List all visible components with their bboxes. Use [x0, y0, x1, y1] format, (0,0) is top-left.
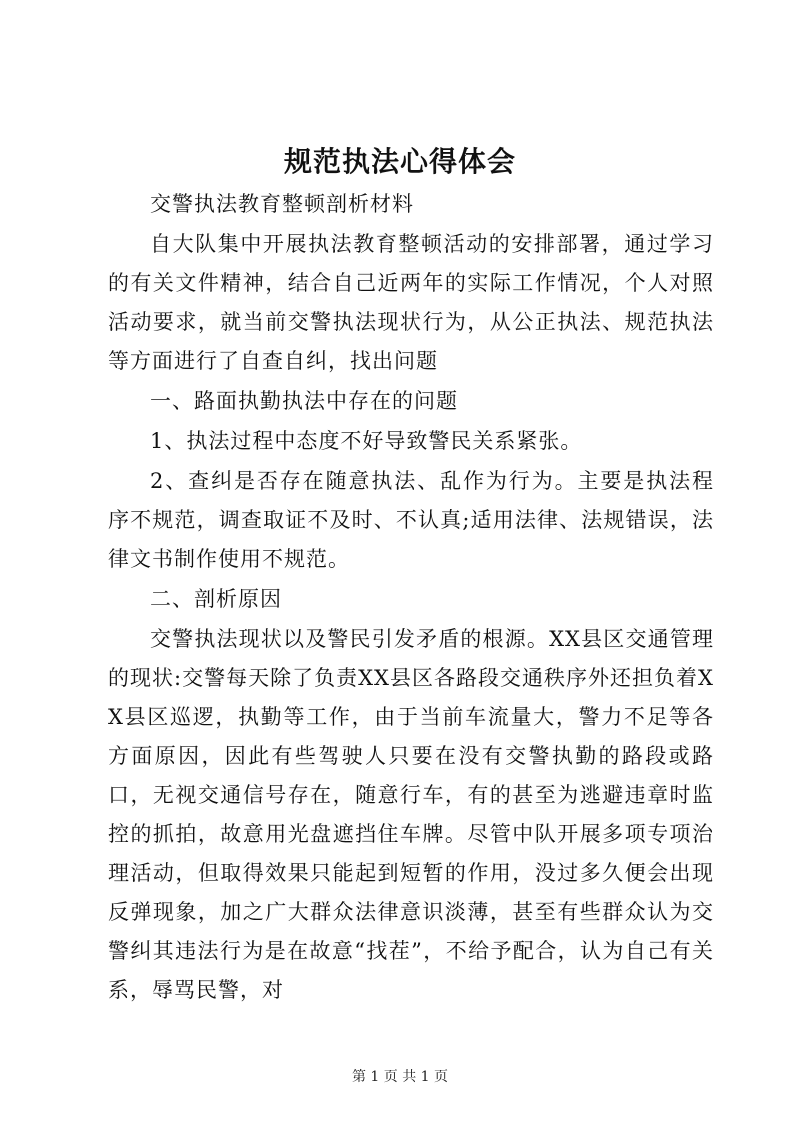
paragraph-subtitle: 交警执法教育整顿剖析材料: [150, 192, 414, 216]
paragraph-item-1: 1、执法过程中态度不好导致警民关系紧张。: [150, 429, 583, 453]
section-heading-problems: 一、路面执勤执法中存在的问题: [150, 389, 458, 413]
paragraph-item-2: 2、查纠是否存在随意执法、乱作为行为。主要是执法程序不规范，调查取证不及时、不认真;适用法律、法规错误，法律文书制作使用不规范。: [108, 469, 714, 571]
paragraph-analysis: 交警执法现状以及警民引发矛盾的根源。XX县区交通管理的现状:交警每天除了负责XX县区各路段交通秩序外还担负着XX县区巡逻，执勤等工作，由于当前车流量大，警力不足等各方面原因，因此有些驾驶人只要在没有交警执勤的路段或路口，无视交通信号存在，随意行车，有的甚至为逃避违章时监控的抓拍，故意用光盘遮挡住车牌。尽管中队开展多项专项治理活动，但取得效果只能起到短暂的作用，没过多久便会出现反弹现象，加之广大群众法律意识淡薄，甚至有些群众认为交警纠其违法行为是在故意“找茬”，不给予配合，认为自己有关系，辱骂民警，对: [108, 627, 714, 1002]
document-title: 规范执法心得体会: [283, 145, 516, 178]
page-footer: 第 1 页 共 1 页: [351, 1069, 449, 1085]
section-heading-causes: 二、剖析原因: [150, 587, 282, 611]
paragraph-intro: 自大队集中开展执法教育整顿活动的安排部署，通过学习的有关文件精神，结合自己近两年的实际工作情况，个人对照活动要求，就当前交警执法现状行为，从公正执法、规范执法等方面进行了自查自纠，找出问题: [108, 232, 714, 373]
document-body: [108, 185, 714, 1011]
